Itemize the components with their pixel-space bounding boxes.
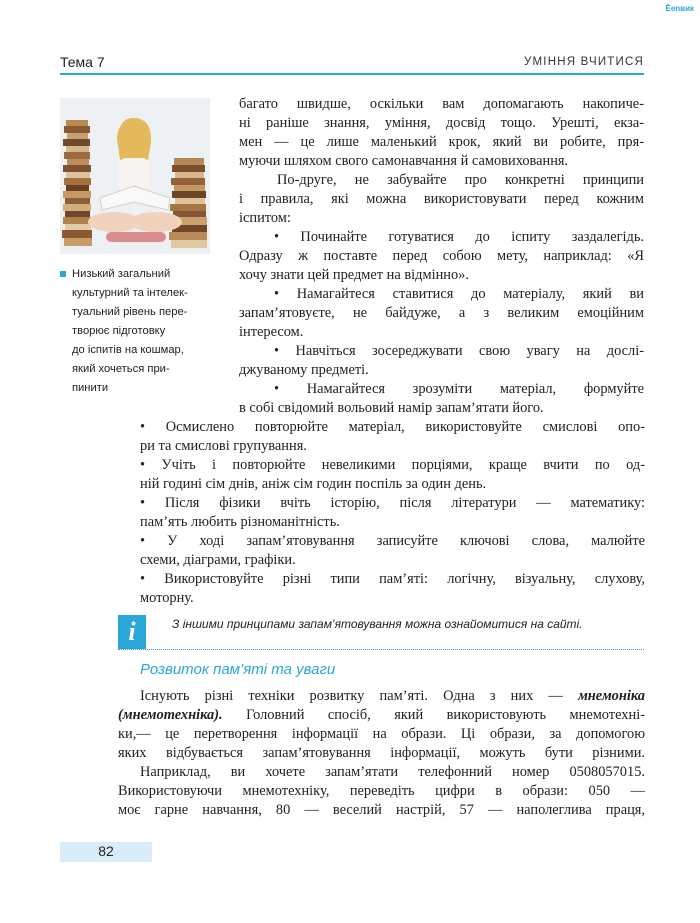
list-item: • Після фізики вчіть історію, після літератури — математику:	[140, 495, 645, 511]
section-title: УМІННЯ ВЧИТИСЯ	[524, 56, 644, 68]
text-line: Використовуючи мнемотехніку, переведіть цифри в образи: 050 —	[118, 783, 645, 799]
list-item: • У ході запам’ятовування записуйте ключові слова, малюйте	[140, 533, 645, 549]
text-line: ні раніше знання, уміння, досвід тощо. Урешті, екза-	[239, 115, 644, 131]
text-line: джуваному предметі.	[239, 362, 369, 378]
page-header	[60, 54, 644, 72]
page-number-box	[60, 842, 152, 862]
principles-list	[140, 418, 645, 608]
list-item: пам’ять любить різноманітність.	[140, 514, 340, 530]
photo-caption	[60, 265, 210, 398]
header-divider	[60, 73, 644, 75]
text-fragment: Існують різні техніки розвитку пам’яті. Одна з них —	[140, 688, 578, 704]
info-icon: i	[118, 615, 146, 649]
text-line: ки,— це перетворення інформації на образи. Ці образи, за допомогою	[118, 726, 645, 742]
text-line: хочу знати цей предмет на відмінно».	[239, 267, 469, 283]
text-line: в собі свідомий вольовий намір запам’ятати його.	[239, 400, 544, 416]
caption-line: туальний рівень пере-	[72, 306, 188, 318]
text-line	[118, 706, 645, 725]
section-subheading: Розвиток пам’яті та уваги	[140, 661, 336, 678]
caption-line: Низький загальний	[72, 268, 171, 280]
text-line: іспитом:	[239, 210, 291, 226]
mnemonics-paragraph	[118, 687, 645, 820]
list-item: ри та смислові групування.	[140, 438, 307, 454]
info-note: З іншими принципами запам’ятовування можна ознайомитися на сайті.	[172, 617, 583, 631]
text-line: інтересом.	[239, 324, 304, 340]
text-line: Наприклад, ви хочете запам’ятати телефонний номер 0508057015.	[140, 764, 645, 780]
student-books-photo	[60, 98, 210, 254]
list-item: • Осмислено повторюйте матеріал, використовуйте смислові опо-	[140, 419, 645, 435]
caption-line: який хочеться при-	[72, 363, 170, 375]
text-line: Одразу ж поставте перед собою мету, наприклад: «Я	[239, 248, 644, 264]
text-line: По-друге, не забувайте про конкретні принципи	[277, 172, 644, 188]
text-line: муючи шляхом свого самонавчання й самовиховання.	[239, 153, 569, 169]
caption-line: до іспитів на кошмар,	[72, 344, 184, 356]
info-divider	[118, 649, 644, 651]
list-item: • Використовуйте різні типи пам’яті: логічну, візуальну, слухову,	[140, 571, 645, 587]
text-line: моє гарне навчання, 80 — веселий настрій, 57 — наполеглива праця,	[118, 802, 645, 818]
page-number: 82	[98, 843, 114, 859]
text-line: • Намагайтеся ставитися до матеріалу, який ви	[274, 286, 644, 302]
photo-illustration	[60, 98, 210, 254]
caption-line: пинити	[72, 382, 109, 394]
publisher-logo: Ēenвик	[665, 4, 694, 13]
list-item: схеми, діаграми, графіки.	[140, 552, 296, 568]
term-mnemonics: мнемоніка	[577, 688, 645, 704]
topic-label: Тема 7	[60, 54, 105, 70]
term-mnemotechnics: (мнемотехніка).	[118, 707, 223, 723]
text-line: запам’ятовуєте, не байдуже, а з великим емоційним	[239, 305, 644, 321]
list-item: ній годині сім днів, аніж сім годин поспіль за один день.	[140, 476, 487, 492]
text-line: яких відбувається запам’ятовування інформації, можуть бути різними.	[118, 745, 645, 761]
text-fragment: Головний спосіб, який використовують мнемотехні-	[222, 707, 645, 723]
caption-line: творює підготовку	[72, 325, 166, 337]
text-line: • Навчіться зосереджувати свою увагу на дослі-	[274, 343, 644, 359]
text-line: мен — це лише маленький крок, який ви робите, пря-	[239, 134, 644, 150]
text-line: • Починайте готуватися до іспиту заздалегідь.	[274, 229, 644, 245]
text-line	[118, 687, 645, 706]
caption-line: культурний та інтелек-	[72, 287, 188, 299]
list-item: • Учіть і повторюйте невеликими порціями, краще вчити по од-	[140, 457, 645, 473]
caption-bullet	[60, 271, 66, 277]
text-line: • Намагайтеся зрозуміти матеріал, формуйте	[274, 381, 644, 397]
right-column-text	[239, 95, 644, 418]
text-line: і правила, які можна використовувати перед кожним	[239, 191, 644, 207]
list-item: моторну.	[140, 590, 194, 606]
text-line: багато швидше, оскільки вам допомагають накопиче-	[239, 96, 644, 112]
